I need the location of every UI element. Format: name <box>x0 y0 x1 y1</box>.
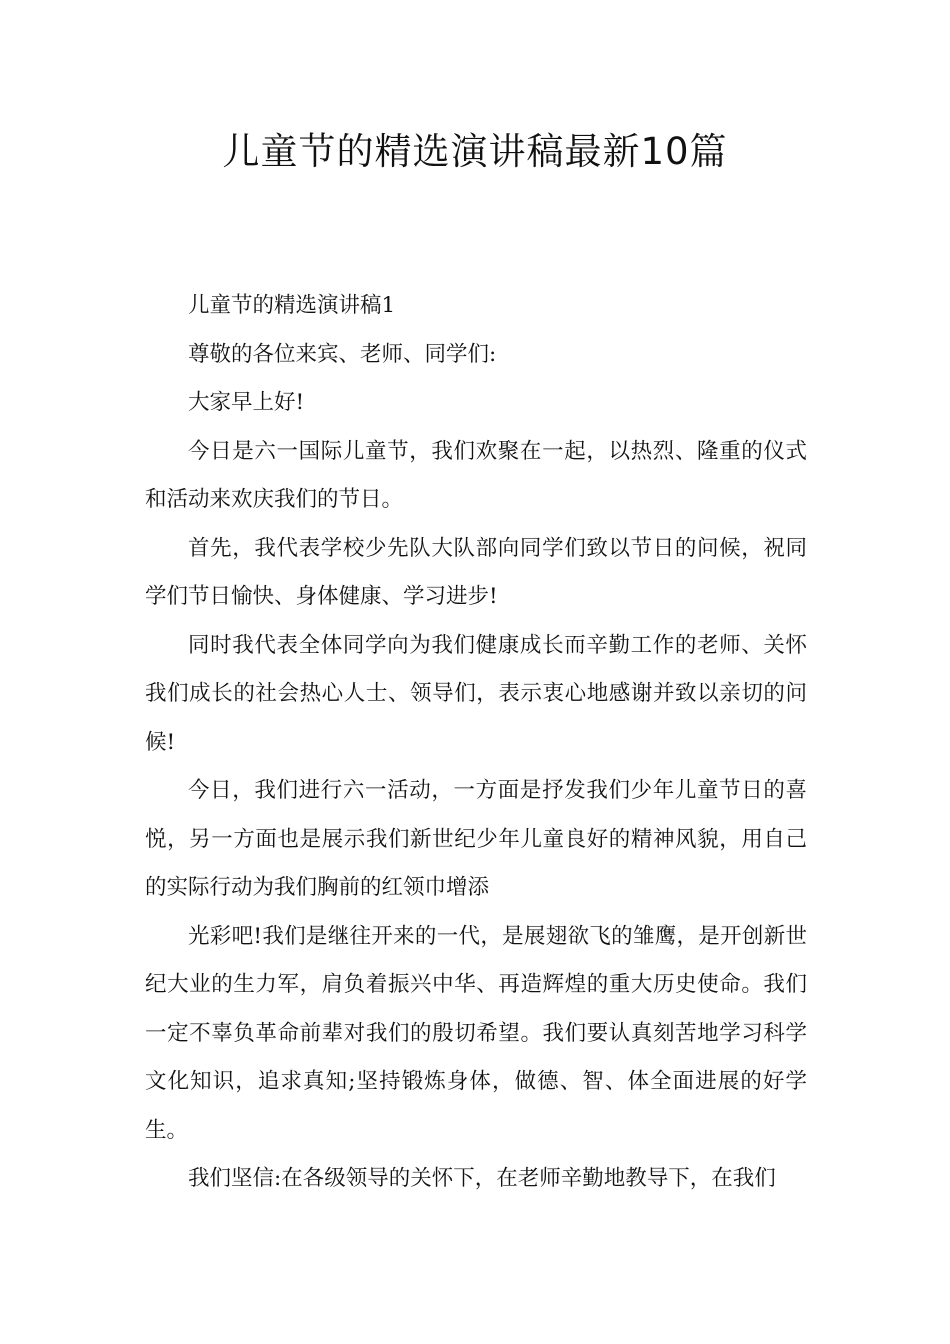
document-body <box>145 282 807 1204</box>
paragraph-greeting: 大家早上好! <box>188 390 305 415</box>
paragraph-salutation: 尊敬的各位来宾、老师、同学们: <box>188 341 497 367</box>
document-title: 儿童节的精选演讲稿最新10篇 <box>222 130 728 173</box>
paragraph: 同时我代表全体同学向为我们健康成长而辛勤工作的老师、关怀我们成长的社会热心人士、领导们，表示衷心地感谢并致以亲切的问候! <box>145 632 807 755</box>
paragraph: 我们坚信:在各级领导的关怀下，在老师辛勤地教导下，在我们 <box>188 1166 776 1191</box>
paragraph: 光彩吧!我们是继往开来的一代，是展翅欲飞的雏鹰，是开创新世纪大业的生力军，肩负着振兴中华、再造辉煌的重大历史使命。我们一定不辜负革命前辈对我们的殷切希望。我们要认真刻苦地学习科学文化知识，追求真知;坚持锻炼身体，做德、智、体全面进展的好学生。 <box>145 923 807 1143</box>
paragraph-speech-heading: 儿童节的精选演讲稿1 <box>188 293 396 318</box>
paragraph: 首先，我代表学校少先队大队部向同学们致以节日的问候，祝同学们节日愉快、身体健康、学习进步! <box>145 535 807 609</box>
paragraph: 今日是六一国际儿童节，我们欢聚在一起，以热烈、隆重的仪式和活动来欢庆我们的节日。 <box>145 438 807 512</box>
paragraph: 今日，我们进行六一活动，一方面是抒发我们少年儿童节日的喜悦，另一方面也是展示我们新世纪少年儿童良好的精神风貌，用自己的实际行动为我们胸前的红领巾增添 <box>145 778 807 900</box>
